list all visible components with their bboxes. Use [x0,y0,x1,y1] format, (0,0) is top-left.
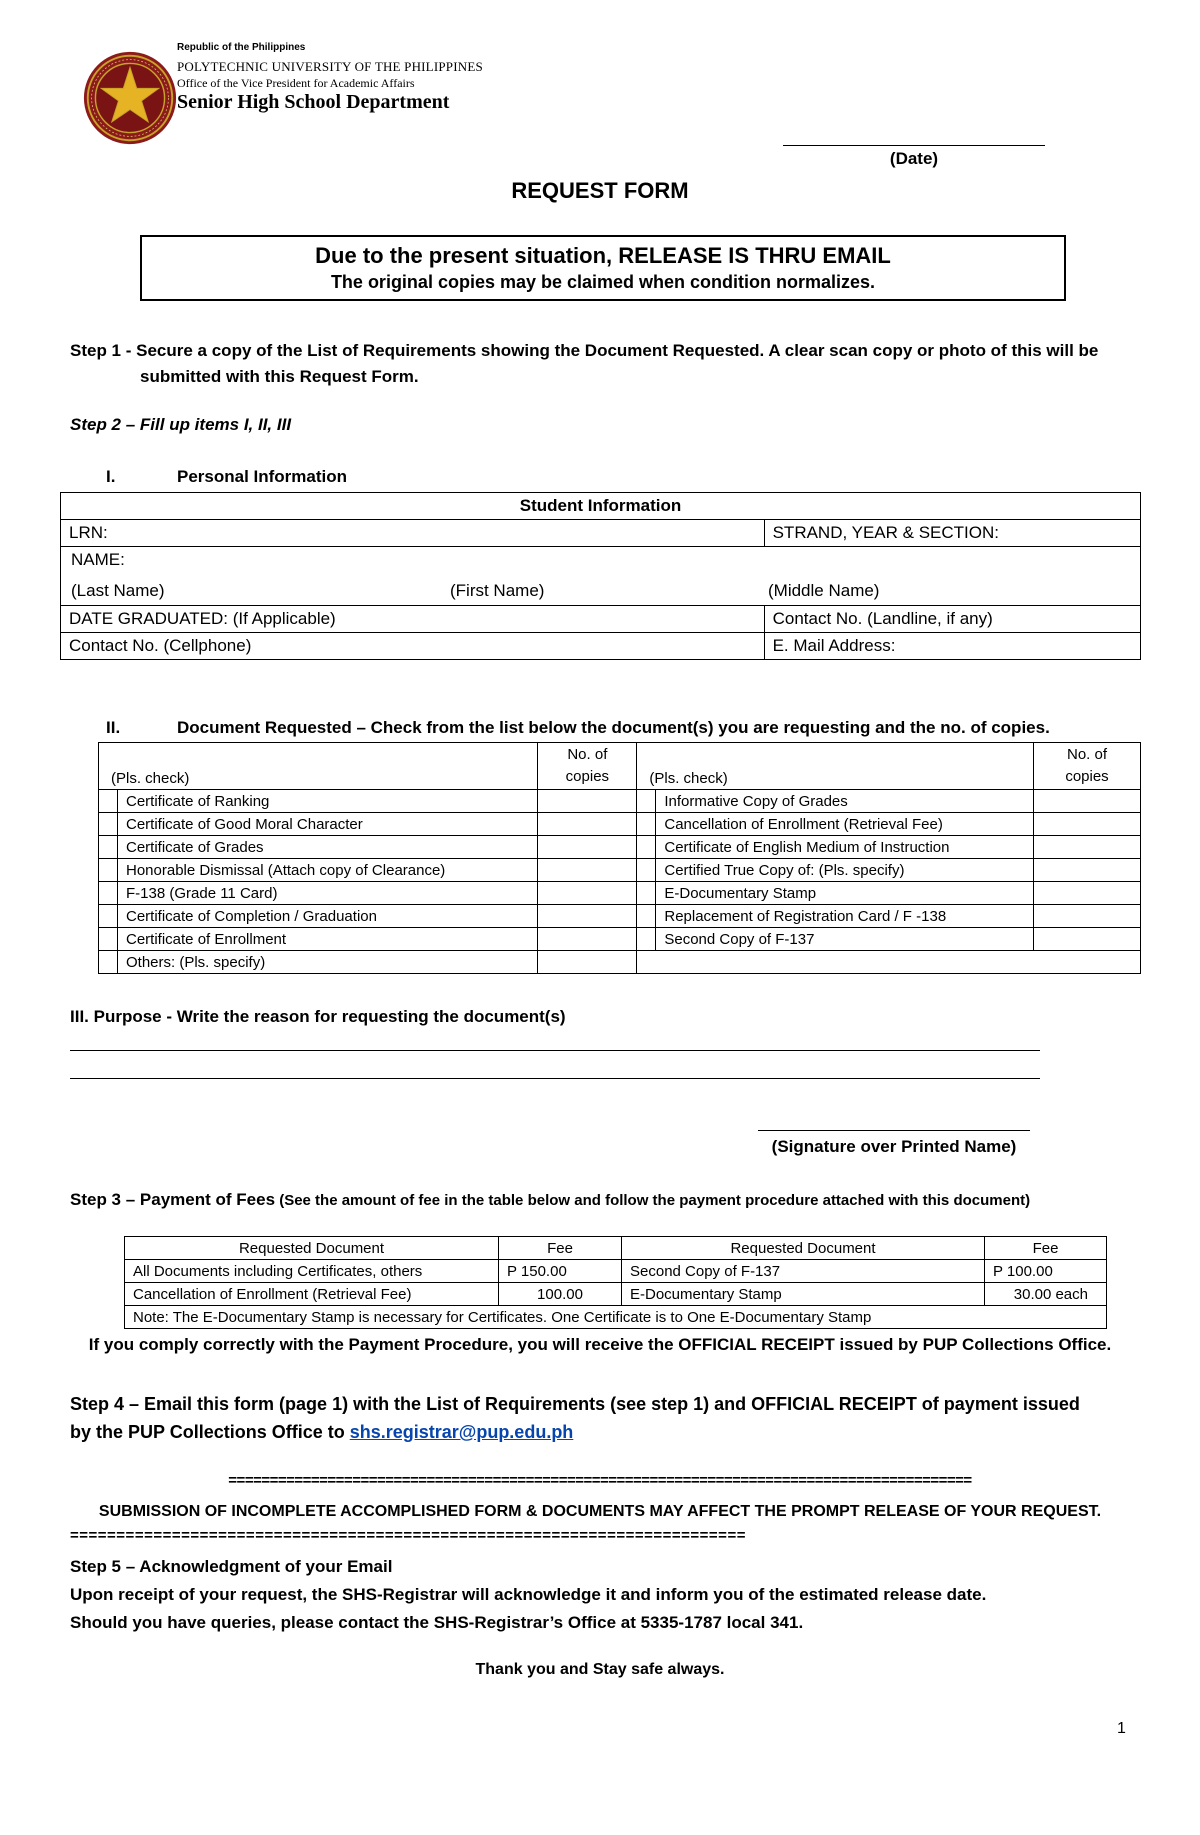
left-document-name: Others: (Pls. specify) [118,951,538,974]
left-copies-cell[interactable] [538,859,637,882]
step1-line-2: submitted with this Request Form. [140,367,419,386]
last-name-label: (Last Name) [71,581,165,600]
left-checkbox[interactable] [99,790,118,813]
document-row [99,859,1141,882]
document-row [99,882,1141,905]
name-label: NAME: [71,550,125,569]
right-empty-cell [637,951,1141,974]
student-info-title: Student Information [61,493,1141,520]
left-check-header: (Pls. check) [99,743,538,790]
right-checkbox[interactable] [637,905,656,928]
right-document-name: Certified True Copy of: (Pls. specify) [656,859,1034,882]
separator-bottom: ========================================================================= [70,1527,746,1544]
left-document-name: Certificate of Enrollment [118,928,538,951]
left-checkbox[interactable] [99,928,118,951]
left-checkbox[interactable] [99,836,118,859]
step2-instructions: Step 2 – Fill up items I, II, III [70,415,292,434]
fee-row-1-doc-2: Second Copy of F-137 [622,1260,985,1283]
strand-field[interactable]: STRAND, YEAR & SECTION: [764,520,1140,547]
lrn-field[interactable]: LRN: [61,520,765,547]
incomplete-submission-warning: SUBMISSION OF INCOMPLETE ACCOMPLISHED FORM & DOCUMENTS MAY AFFECT THE PROMPT RELEASE OF YOUR REQUEST. [98,1503,1102,1520]
left-document-name: F-138 (Grade 11 Card) [118,882,538,905]
contact-cell-field[interactable]: Contact No. (Cellphone) [61,633,765,660]
pup-seal-logo [82,50,178,146]
left-document-name: Certificate of Ranking [118,790,538,813]
step5-line-2: Should you have queries, please contact the SHS-Registrar’s Office at 5335-1787 local 341. [70,1613,804,1632]
notice-line-1: Due to the present situation, RELEASE IS THRU EMAIL [315,243,891,268]
step5-title: Step 5 – Acknowledgment of your Email [70,1557,393,1576]
left-copies-cell[interactable] [538,951,637,974]
left-document-name: Honorable Dismissal (Attach copy of Clearance) [118,859,538,882]
right-copies-cell[interactable] [1034,836,1141,859]
left-copies-cell[interactable] [538,790,637,813]
right-copies-cell[interactable] [1034,790,1141,813]
left-copies-cell[interactable] [538,882,637,905]
name-field[interactable] [61,547,1141,606]
right-copies-cell[interactable] [1034,882,1141,905]
section1-number: I. [106,467,116,486]
signature-label: (Signature over Printed Name) [771,1137,1017,1156]
documents-requested-table [98,742,1141,974]
left-copies-header [538,743,637,790]
contact-landline-field[interactable]: Contact No. (Landline, if any) [764,606,1140,633]
section2-title: Document Requested – Check from the list below the document(s) you are requesting and the no. of copies. [177,718,1050,737]
first-name-label: (First Name) [450,581,545,600]
right-copies-header [1034,743,1141,790]
left-checkbox[interactable] [99,859,118,882]
step5-instructions [70,1553,1140,1637]
right-document-name: Certificate of English Medium of Instruction [656,836,1034,859]
right-checkbox[interactable] [637,928,656,951]
release-notice-box [140,235,1066,301]
left-copies-cell[interactable] [538,836,637,859]
fee-row-1-doc-1: All Documents including Certificates, others [125,1260,499,1283]
left-checkbox[interactable] [99,905,118,928]
fees-note: Note: The E-Documentary Stamp is necessary for Certificates. One Certificate is to One E-Documentary Stamp [125,1306,1107,1329]
right-document-name: Informative Copy of Grades [656,790,1034,813]
fee-row-1-fee-1: P 150.00 [499,1260,622,1283]
header-office: Office of the Vice President for Academic Affairs [177,76,415,90]
header-university: POLYTECHNIC UNIVERSITY OF THE PHILIPPINES [177,59,483,74]
signature-line[interactable] [758,1130,1030,1131]
right-checkbox[interactable] [637,836,656,859]
fees-table [124,1236,1107,1329]
document-row [99,905,1141,928]
fee-row-2-doc-2: E-Documentary Stamp [622,1283,985,1306]
right-copies-cell[interactable] [1034,905,1141,928]
right-check-header: (Pls. check) [637,743,1034,790]
left-copies-header-1: No. of [567,746,608,763]
document-row [99,813,1141,836]
student-information-table [60,492,1141,660]
section2-number: II. [106,718,121,737]
form-title: REQUEST FORM [511,178,689,203]
left-copies-header-2: copies [565,768,610,785]
left-document-name: Certificate of Good Moral Character [118,813,538,836]
right-checkbox[interactable] [637,813,656,836]
right-copies-header-1: No. of [1066,746,1108,763]
right-checkbox[interactable] [637,790,656,813]
left-document-name: Certificate of Completion / Graduation [118,905,538,928]
purpose-line-1[interactable] [70,1050,1040,1051]
step3-title: Step 3 – Payment of Fees [70,1190,276,1209]
middle-name-label: (Middle Name) [768,581,880,600]
step4-instructions [70,1390,1140,1446]
registrar-email-link[interactable]: shs.registrar@pup.edu.ph [349,1422,574,1442]
thank-you-note: Thank you and Stay safe always. [475,1661,725,1678]
date-graduated-field[interactable]: DATE GRADUATED: (If Applicable) [61,606,765,633]
official-receipt-note: If you comply correctly with the Payment Procedure, you will receive the OFFICIAL RECEIPT issued by PUP Collections Office. [88,1335,1112,1354]
fee-row-2-fee-2: 30.00 each [985,1283,1107,1306]
left-checkbox[interactable] [99,951,118,974]
fee-row-2-fee-1: 100.00 [499,1283,622,1306]
right-copies-header-2: copies [1065,768,1109,785]
fees-header-fee-2: Fee [985,1237,1107,1260]
document-row [99,790,1141,813]
page-number: 1 [1117,1720,1126,1737]
fees-header-fee-1: Fee [499,1237,622,1260]
document-row [99,836,1141,859]
purpose-line-2[interactable] [70,1078,1040,1079]
right-copies-cell[interactable] [1034,813,1141,836]
right-copies-cell[interactable] [1034,928,1141,951]
section1-title: Personal Information [177,467,348,486]
document-row [99,928,1141,951]
notice-line-2: The original copies may be claimed when condition normalizes. [330,272,876,292]
left-copies-cell[interactable] [538,905,637,928]
fee-row-1-fee-2: P 100.00 [985,1260,1107,1283]
email-field[interactable]: E. Mail Address: [764,633,1140,660]
right-checkbox[interactable] [637,859,656,882]
date-label: (Date) [889,149,939,168]
right-document-name: Replacement of Registration Card / F -138 [656,905,1034,928]
right-document-name: Cancellation of Enrollment (Retrieval Fee) [656,813,1034,836]
left-copies-cell[interactable] [538,813,637,836]
left-checkbox[interactable] [99,813,118,836]
step4-line-2: by the PUP Collections Office to [70,1422,350,1442]
step4-line-1: Step 4 – Email this form (page 1) with the List of Requirements (see step 1) and OFFICIAL RECEIPT of payment issued [70,1394,1080,1414]
left-checkbox[interactable] [99,882,118,905]
fees-header-doc-1: Requested Document [125,1237,499,1260]
right-document-name: E-Documentary Stamp [656,882,1034,905]
document-row [99,951,1141,974]
fee-row-2-doc-1: Cancellation of Enrollment (Retrieval Fee) [125,1283,499,1306]
section3-title: III. Purpose - Write the reason for requesting the document(s) [70,1007,566,1026]
header-republic: Republic of the Philippines [177,42,306,53]
right-copies-cell[interactable] [1034,859,1141,882]
step1-line-1: Step 1 - Secure a copy of the List of Requirements showing the Document Requested. A clear scan copy or photo of this will be [70,341,1099,360]
header-department: Senior High School Department [177,91,450,113]
date-line[interactable] [783,145,1045,146]
right-checkbox[interactable] [637,882,656,905]
step1-instructions [70,338,1098,390]
step5-line-1: Upon receipt of your request, the SHS-Registrar will acknowledge it and inform you of the estimated release date. [70,1585,987,1604]
step3-detail: (See the amount of fee in the table below and follow the payment procedure attached with this document) [275,1192,1031,1209]
fees-header-doc-2: Requested Document [622,1237,985,1260]
step3-instructions [70,1190,1030,1210]
left-copies-cell[interactable] [538,928,637,951]
separator-top: ========================================================================================== [228,1472,972,1489]
right-document-name: Second Copy of F-137 [656,928,1034,951]
left-document-name: Certificate of Grades [118,836,538,859]
